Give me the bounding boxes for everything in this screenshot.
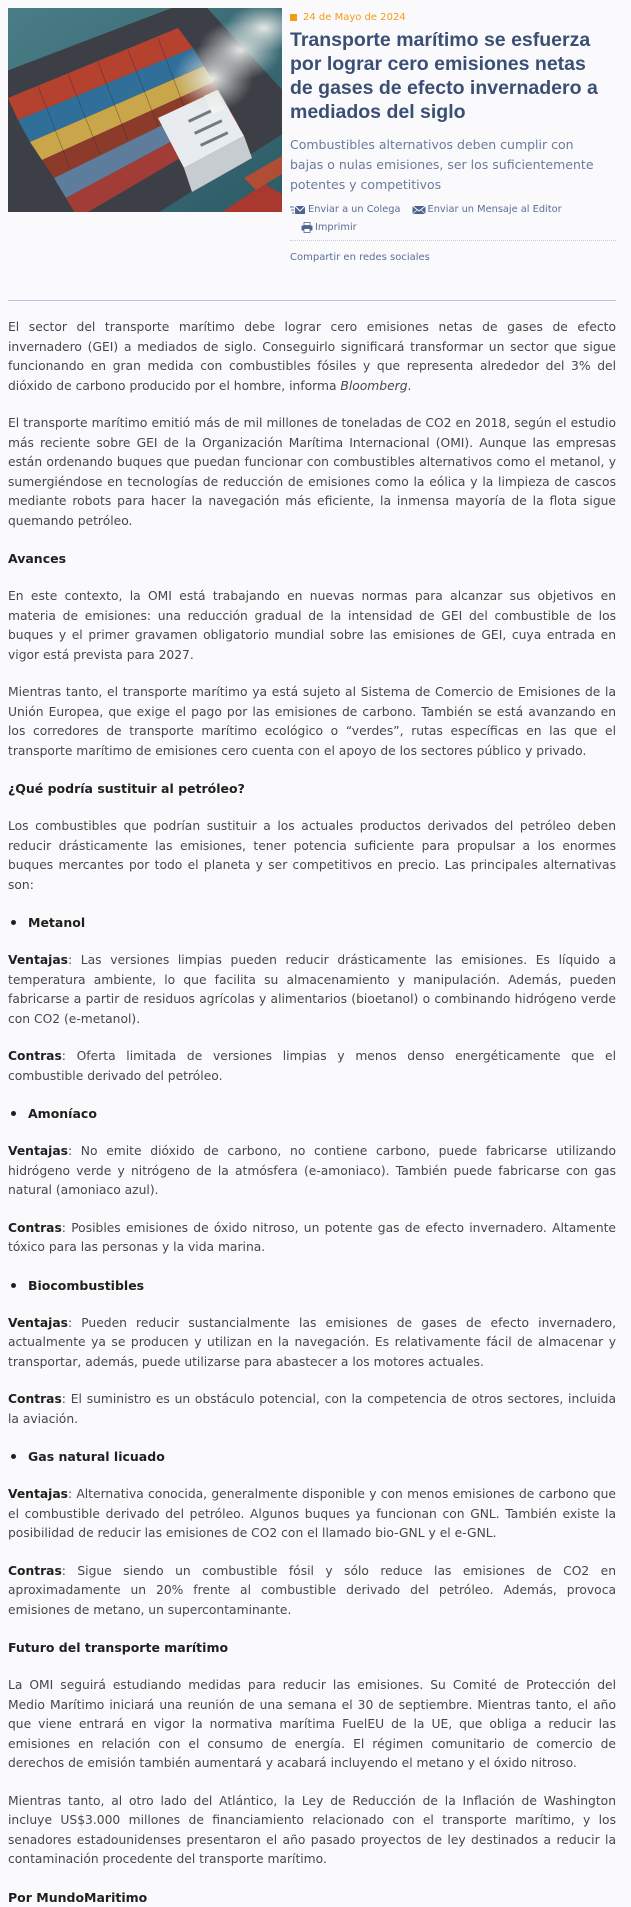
- fuel-name: Metanol: [28, 913, 85, 932]
- pros-text: : Alternativa conocida, generalmente disponible y con menos emisiones de carbono que el combustible derivado del petróleo. Algunos buques ya funcionan con GNL. También existe la posibilidad de reducir las emisiones de CO2 con el llamado bio-GNL y el e-GNL.: [8, 1487, 616, 1540]
- print-link[interactable]: [301, 222, 357, 233]
- fuel-cons: [8, 1219, 616, 1258]
- hero-image-container-ship: [8, 8, 282, 212]
- article-header: [290, 10, 620, 195]
- container-ship-image: [8, 8, 282, 212]
- bullet-icon: [11, 920, 16, 925]
- fuel-pros: [8, 1142, 616, 1201]
- paragraph: Mientras tanto, el transporte marítimo ya está sujeto al Sistema de Comercio de Emisiones de la Unión Europea, que exige el pago por las emisiones de carbono. También se está avanzando en los corredores de transporte marítimo ecológico o “verdes”, rutas específicas en las que el transporte marítimo de emisiones cero cuenta con el apoyo de los sectores público y privado.: [8, 683, 616, 761]
- printer-icon: [301, 222, 313, 233]
- bullet-icon: [11, 1111, 16, 1116]
- fuel-pros: [8, 1314, 616, 1373]
- fuel-name: Amoníaco: [28, 1104, 97, 1123]
- pros-label: Ventajas: [8, 953, 68, 967]
- paragraph: Los combustibles que podrían sustituir a los actuales productos derivados del petróleo deben reducir drásticamente las emisiones, tener potencia suficiente para propulsar a los enormes buques mercantes por todo el planeta y ser competitivos en precio. Las principales alternativas son:: [8, 817, 616, 895]
- paragraph: La OMI seguirá estudiando medidas para reducir las emisiones. Su Comité de Protección del Medio Marítimo iniciará una reunión de una semana el 30 de septiembre. Mientras tanto, el año que viene entrará en vigor la normativa marítima FuelEU de la UE, que obliga a reducir las emisiones en relación con el consumo de energía. El régimen comunitario de comercio de derechos de emisión también aumentará y acabará incluyendo el metano y el óxido nitroso.: [8, 1676, 616, 1774]
- paragraph-text: El sector del transporte marítimo debe lograr cero emisiones netas de gases de efecto invernadero (GEI) a mediados de siglo. Conseguirlo significará transformar un sector que sigue funcionando en gran medida con combustibles fósiles y que representa alrededor del 3% del dióxido de carbono producido por el hombre, informa: [8, 320, 616, 393]
- article-body: [8, 318, 616, 1907]
- fuel-name: Biocombustibles: [28, 1276, 144, 1295]
- fuel-pros: [8, 951, 616, 1029]
- pros-label: Ventajas: [8, 1316, 68, 1330]
- fuel-cons: [8, 1562, 616, 1621]
- pros-label: Ventajas: [8, 1144, 68, 1158]
- cons-label: Contras: [8, 1564, 62, 1578]
- envelope-list-icon: [290, 205, 306, 215]
- paragraph-text-end: .: [408, 379, 412, 393]
- bullet-icon: [11, 1283, 16, 1288]
- pros-label: Ventajas: [8, 1487, 68, 1501]
- fuel-cons: [8, 1390, 616, 1429]
- cons-text: : Oferta limitada de versiones limpias y menos denso energéticamente que el combustible derivado del petróleo.: [8, 1049, 616, 1083]
- article-author: Por MundoMaritimo: [8, 1888, 616, 1907]
- cons-text: : El suministro es un obstáculo potencial, con la competencia de otros sectores, incluida la aviación.: [8, 1392, 616, 1426]
- cons-label: Contras: [8, 1392, 62, 1406]
- fuel-item-gnl: [8, 1447, 616, 1466]
- section-heading-sustituir: ¿Qué podría sustituir al petróleo?: [8, 779, 616, 798]
- send-to-colleague-link[interactable]: [290, 204, 401, 215]
- actions-divider: [290, 240, 616, 241]
- fuel-cons: [8, 1047, 616, 1086]
- print-label: Imprimir: [315, 222, 357, 233]
- envelope-icon: [412, 205, 426, 215]
- send-message-editor-label: Enviar un Mensaje al Editor: [428, 204, 562, 215]
- cons-text: : Sigue siendo un combustible fósil y sólo reduce las emisiones de CO2 en aproximadamente un 20% frente al combustible derivado del petróleo. Además, provoca emisiones de metano, un supercontaminante.: [8, 1564, 616, 1617]
- paragraph: Mientras tanto, al otro lado del Atlántico, la Ley de Reducción de la Inflación de Washington incluye US$3.000 millones de financiamiento relacionado con el transporte marítimo, y los senadores estadounidenses presentaron el año pasado proyectos de ley destinados a reducir la contaminación procedente del transporte marítimo.: [8, 1792, 616, 1870]
- fuel-item-amoniaco: [8, 1104, 616, 1123]
- cons-label: Contras: [8, 1049, 62, 1063]
- action-row-secondary: [301, 220, 620, 235]
- paragraph: El transporte marítimo emitió más de mil millones de toneladas de CO2 en 2018, según el estudio más reciente sobre GEI de la Organización Marítima Internacional (OMI). Aunque las empresas están ordenando buques que puedan funcionar con combustibles alternativos como el metanol, y sumergiéndose en tecnologías de reducción de emisiones como la eólica y la limpieza de cascos mediante robots para hacer la navegación más eficiente, la inmensa mayoría de la flota sigue quemando petróleo.: [8, 414, 616, 531]
- cons-text: : Posibles emisiones de óxido nitroso, un potente gas de efecto invernadero. Altamente tóxico para las personas y la vida marina.: [8, 1221, 616, 1255]
- pros-text: : Pueden reducir sustancialmente las emisiones de gases de efecto invernadero, actualmente ya se producen y utilizan en la navegación. Es relativamente fácil de almacenar y transportar, además, puede utilizarse para abastecer a los motores actuales.: [8, 1316, 616, 1369]
- paragraph: [8, 318, 616, 396]
- fuel-name: Gas natural licuado: [28, 1447, 165, 1466]
- section-heading-futuro: Futuro del transporte marítimo: [8, 1638, 616, 1657]
- bullet-icon: [11, 1454, 16, 1459]
- cons-label: Contras: [8, 1221, 62, 1235]
- section-heading-avances: Avances: [8, 549, 616, 568]
- date-marker-icon: [290, 14, 297, 21]
- fuel-item-metanol: [8, 913, 616, 932]
- paragraph: En este contexto, la OMI está trabajando en nuevas normas para alcanzar sus objetivos en materia de emisiones: una reducción gradual de la intensidad de GEI del combustible de los buques y el primer gravamen obligatorio mundial sobre las emisiones de GEI, cuya entrada en vigor está prevista para 2027.: [8, 587, 616, 665]
- header-divider: [8, 300, 616, 301]
- article-actions: [290, 202, 620, 235]
- source-name: Bloomberg: [340, 379, 407, 393]
- action-row-primary: [290, 202, 620, 217]
- share-social-link[interactable]: Compartir en redes sociales: [290, 252, 430, 263]
- publish-date: 24 de Mayo de 2024: [303, 12, 406, 23]
- date-row: [290, 10, 620, 24]
- pros-text: : Las versiones limpias pueden reducir drásticamente las emisiones. Es líquido a temperatura ambiente, lo que facilita su almacenamiento y manipulación. Además, pueden fabricarse a partir de residuos agrícolas y alimentarios (bioetanol) o combinando hidrógeno verde con CO2 (e-metanol).: [8, 953, 616, 1026]
- article-title: Transporte marítimo se esfuerza por lograr cero emisiones netas de gases de efecto invernadero a mediados del siglo: [290, 28, 608, 124]
- fuel-item-biocombustibles: [8, 1276, 616, 1295]
- pros-text: : No emite dióxido de carbono, no contiene carbono, puede fabricarse utilizando hidrógeno verde y nitrógeno de la atmósfera (e-amoniaco). También puede fabricarse con gas natural (amoniaco azul).: [8, 1144, 616, 1197]
- send-message-editor-link[interactable]: [412, 204, 562, 215]
- send-to-colleague-label: Enviar a un Colega: [308, 204, 401, 215]
- article-subtitle: Combustibles alternativos deben cumplir con bajas o nulas emisiones, ser los suficientemente potentes y competitivos: [290, 135, 605, 195]
- fuel-pros: [8, 1485, 616, 1544]
